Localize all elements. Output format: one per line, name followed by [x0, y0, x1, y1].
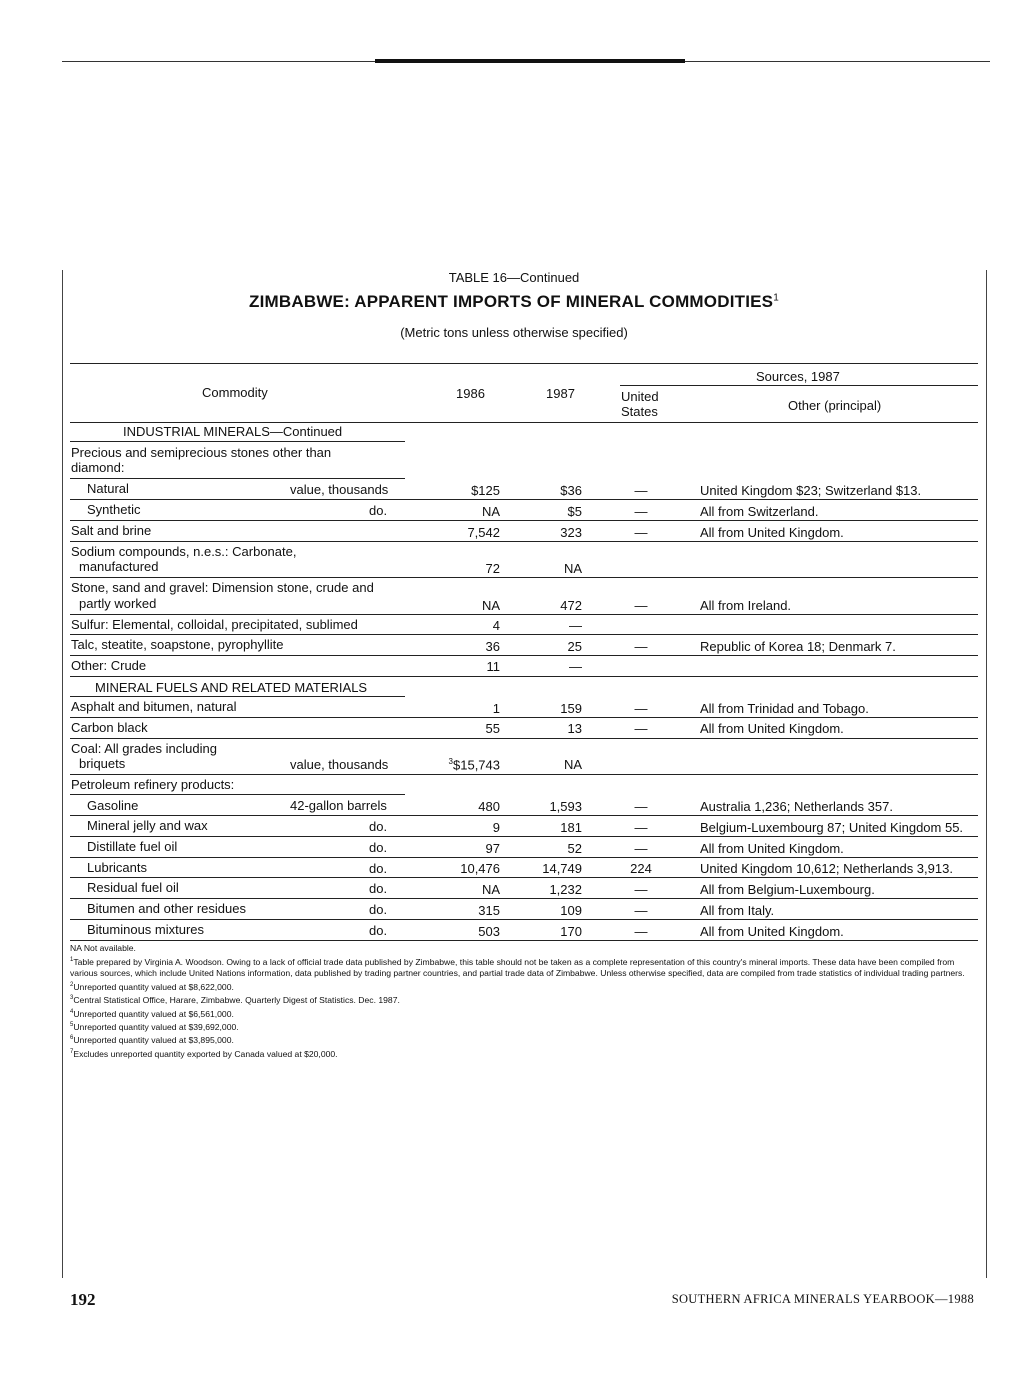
section-industrial: INDUSTRIAL MINERALS—Continued [123, 424, 343, 439]
row-unit: value, thousands [290, 757, 389, 772]
row-other: All from Ireland. [700, 598, 792, 613]
row-other: United Kingdom $23; Switzerland $13. [700, 483, 922, 498]
row-rule [70, 815, 978, 816]
row-1987: 52 [567, 841, 582, 856]
right-margin-line [986, 270, 987, 1278]
row-1987: NA [563, 757, 582, 772]
row-other: All from United Kingdom. [700, 841, 844, 856]
row-rule [70, 794, 405, 795]
row-rule [70, 717, 978, 718]
group-stone-line1: Stone, sand and gravel: Dimension stone, crude and [71, 580, 374, 595]
row-rule [70, 919, 978, 920]
col-us-header-line2: States [621, 404, 658, 419]
row-unit: do. [369, 503, 388, 518]
row-1987: 181 [560, 820, 582, 835]
table-title [0, 292, 1028, 312]
row-other: All from United Kingdom. [700, 525, 844, 540]
footnote-text: Unreported quantity valued at $6,561,000. [73, 1008, 234, 1019]
row-1986 [420, 757, 500, 772]
row-1986: 36 [485, 639, 500, 654]
row-us: — [634, 721, 648, 736]
col-other-header: Other (principal) [788, 398, 882, 413]
row-rule [70, 676, 978, 677]
footnote-7 [70, 1047, 982, 1060]
row-unit: do. [369, 902, 388, 917]
section-rule [70, 441, 405, 442]
row-name: Bituminous mixtures [87, 922, 205, 937]
row-1986: 72 [485, 561, 500, 576]
row-1986: 97 [485, 841, 500, 856]
row-other: All from Belgium-Luxembourg. [700, 882, 875, 897]
footnote-mark: 2 [70, 981, 74, 988]
row-us: — [634, 799, 648, 814]
row-other: All from United Kingdom. [700, 721, 844, 736]
col-1987-header: 1987 [546, 386, 575, 401]
row-name: Residual fuel oil [87, 880, 179, 895]
row-1987: 13 [567, 721, 582, 736]
footnote-mark: 3 [70, 995, 74, 1002]
row-rule [70, 898, 978, 899]
running-title: SOUTHERN AFRICA MINERALS YEARBOOK—1988 [671, 1292, 974, 1306]
row-1987: 323 [560, 525, 582, 540]
footnote-mark: 5 [70, 1022, 74, 1028]
row-1987: 1,593 [549, 799, 582, 814]
row-other: Australia 1,236; Netherlands 357. [700, 799, 893, 814]
row-1987: $36 [560, 483, 582, 498]
row-name: Distillate fuel oil [87, 839, 178, 854]
section-rule [70, 696, 405, 697]
row-1986-value: $15,743 [453, 757, 500, 773]
row-name: Carbon black [71, 720, 148, 735]
row-name: Sulfur: Elemental, colloidal, precipitated, sublimed [71, 617, 358, 632]
group-petroleum: Petroleum refinery products: [71, 777, 235, 792]
row-name: Natural [87, 481, 129, 496]
row-rule [70, 857, 978, 858]
footnote-text: Excludes unreported quantity exported by Canada valued at $20,000. [73, 1048, 338, 1059]
row-us: — [634, 504, 648, 519]
row-rule [70, 499, 978, 500]
row-name: briquets [79, 756, 126, 771]
row-1987: — [569, 618, 582, 633]
row-rule [70, 655, 978, 656]
group-coal-line1: Coal: All grades including [71, 741, 217, 756]
footnote-1 [70, 955, 982, 980]
row-name: Asphalt and bitumen, natural [71, 699, 237, 714]
top-rule-accent [375, 59, 685, 63]
row-other: United Kingdom 10,612; Netherlands 3,913. [700, 861, 953, 876]
row-unit: do. [369, 819, 388, 834]
group-precious-line1: Precious and semiprecious stones other than [71, 445, 332, 460]
row-name: Salt and brine [71, 523, 152, 538]
row-name: Synthetic [87, 502, 141, 517]
row-us: — [634, 639, 648, 654]
row-1986: NA [481, 882, 500, 897]
row-name: Other: Crude [71, 658, 147, 673]
row-1986: NA [481, 504, 500, 519]
row-unit: do. [369, 840, 388, 855]
row-1986: 4 [492, 618, 500, 633]
row-other: All from Switzerland. [700, 504, 819, 519]
table-title-text: ZIMBABWE: APPARENT IMPORTS OF MINERAL COMMODITIES [249, 292, 774, 311]
row-rule [70, 614, 978, 615]
row-us: — [634, 598, 648, 613]
row-1987: 159 [560, 701, 582, 716]
row-1987: — [569, 659, 582, 674]
col-commodity-header: Commodity [202, 385, 268, 400]
title-footnote-mark: 1 [773, 292, 779, 304]
row-other: Republic of Korea 18; Denmark 7. [700, 639, 896, 654]
row-1986: 11 [486, 659, 500, 674]
group-precious-line2: diamond: [71, 460, 125, 475]
footnote-text: Unreported quantity valued at $8,622,000. [73, 981, 234, 992]
footnote-mark: 6 [70, 1035, 74, 1042]
row-rule [70, 738, 978, 739]
col-us-header-line1: United [621, 389, 659, 404]
row-rule [70, 520, 978, 521]
row-1986: NA [481, 598, 500, 613]
row-1987: $5 [567, 504, 582, 519]
sources-rule [620, 385, 978, 386]
row-unit: value, thousands [290, 482, 389, 497]
row-rule [70, 836, 978, 837]
footnote-6 [70, 1033, 982, 1046]
row-unit: do. [369, 923, 388, 938]
header-top-rule [70, 363, 978, 364]
row-rule [70, 634, 978, 635]
row-name: Talc, steatite, soapstone, pyrophyllite [71, 637, 284, 652]
row-us: — [634, 701, 648, 716]
footnote-3 [70, 993, 982, 1006]
row-us: — [634, 525, 648, 540]
footnote-text: Central Statistical Office, Harare, Zimbabwe. Quarterly Digest of Statistics. Dec. 1987. [73, 994, 400, 1005]
footnote-4 [70, 1007, 982, 1020]
col-1986-header: 1986 [456, 386, 485, 401]
page-number: 192 [70, 1290, 96, 1309]
footnote-text: Unreported quantity valued at $3,895,000. [73, 1035, 234, 1046]
row-us: — [634, 903, 648, 918]
row-rule [70, 774, 978, 775]
row-name: manufactured [79, 559, 159, 574]
row-other: All from United Kingdom. [700, 924, 844, 939]
col-sources-header: Sources, 1987 [756, 369, 840, 384]
row-us: 224 [630, 861, 652, 876]
row-rule [70, 877, 978, 878]
row-name: Lubricants [87, 860, 147, 875]
row-1986: 503 [478, 924, 500, 939]
row-us: — [634, 882, 648, 897]
row-1986: 1 [492, 701, 500, 716]
row-other: All from Trinidad and Tobago. [700, 701, 869, 716]
row-1987: 109 [560, 903, 582, 918]
table-bottom-rule [70, 940, 978, 941]
table-subtitle: (Metric tons unless otherwise specified) [400, 325, 628, 340]
row-1986: $125 [471, 483, 500, 498]
row-name: Bitumen and other residues [87, 901, 246, 916]
header-bottom-rule [70, 422, 978, 423]
footnotes [70, 943, 982, 1060]
row-1986: 480 [478, 799, 500, 814]
footnote-mark: 7 [70, 1048, 74, 1055]
footnote-text: Unreported quantity valued at $39,692,000. [73, 1021, 239, 1032]
row-1987: 25 [567, 639, 582, 654]
row-unit: do. [369, 861, 388, 876]
row-1986: 315 [478, 903, 500, 918]
row-name: partly worked [79, 596, 157, 611]
footnote-2 [70, 980, 982, 993]
row-name: Gasoline [87, 798, 139, 813]
row-1987: 14,749 [542, 861, 582, 876]
row-unit: do. [369, 881, 388, 896]
row-us: — [634, 483, 648, 498]
row-1986: 10,476 [460, 861, 500, 876]
footnote-mark: 4 [70, 1008, 74, 1015]
row-1986: 55 [485, 721, 500, 736]
row-other: All from Italy. [700, 903, 775, 918]
row-us: — [634, 820, 648, 835]
section-fuels: MINERAL FUELS AND RELATED MATERIALS [95, 680, 368, 695]
row-other: Belgium-Luxembourg 87; United Kingdom 55. [700, 820, 964, 835]
footnote-na: NA Not available. [70, 943, 136, 953]
row-rule [70, 541, 978, 542]
row-1987: 1,232 [549, 882, 582, 897]
row-us: — [634, 841, 648, 856]
row-rule [70, 478, 405, 479]
footnote-5 [70, 1020, 982, 1033]
row-rule [70, 577, 978, 578]
footnote-mark: 1 [70, 956, 74, 963]
left-margin-line [62, 270, 63, 1278]
footnote-ref: 3 [448, 757, 453, 766]
table-label: TABLE 16—Continued [448, 270, 580, 285]
row-us: — [634, 924, 648, 939]
row-1986: 9 [492, 820, 500, 835]
row-unit: 42-gallon barrels [290, 798, 387, 813]
group-sodium-line1: Sodium compounds, n.e.s.: Carbonate, [71, 544, 297, 559]
footnote-text: Table prepared by Virginia A. Woodson. Owing to a lack of official trade data published by Zimbabwe, this table should not be taken as a complete representation of this country's mineral imports. These data have been compiled from various sources, which include United Nations information, data published by trading partner countries, and partial trade data of Zimbabwe. Unless otherwise specified, data are compiled from trade statistics of individual trading partners. [70, 956, 965, 979]
row-1987: 472 [560, 598, 582, 613]
row-1987: 170 [560, 924, 582, 939]
row-1987: NA [563, 561, 582, 576]
row-1986: 7,542 [467, 525, 500, 540]
row-name: Mineral jelly and wax [87, 818, 208, 833]
